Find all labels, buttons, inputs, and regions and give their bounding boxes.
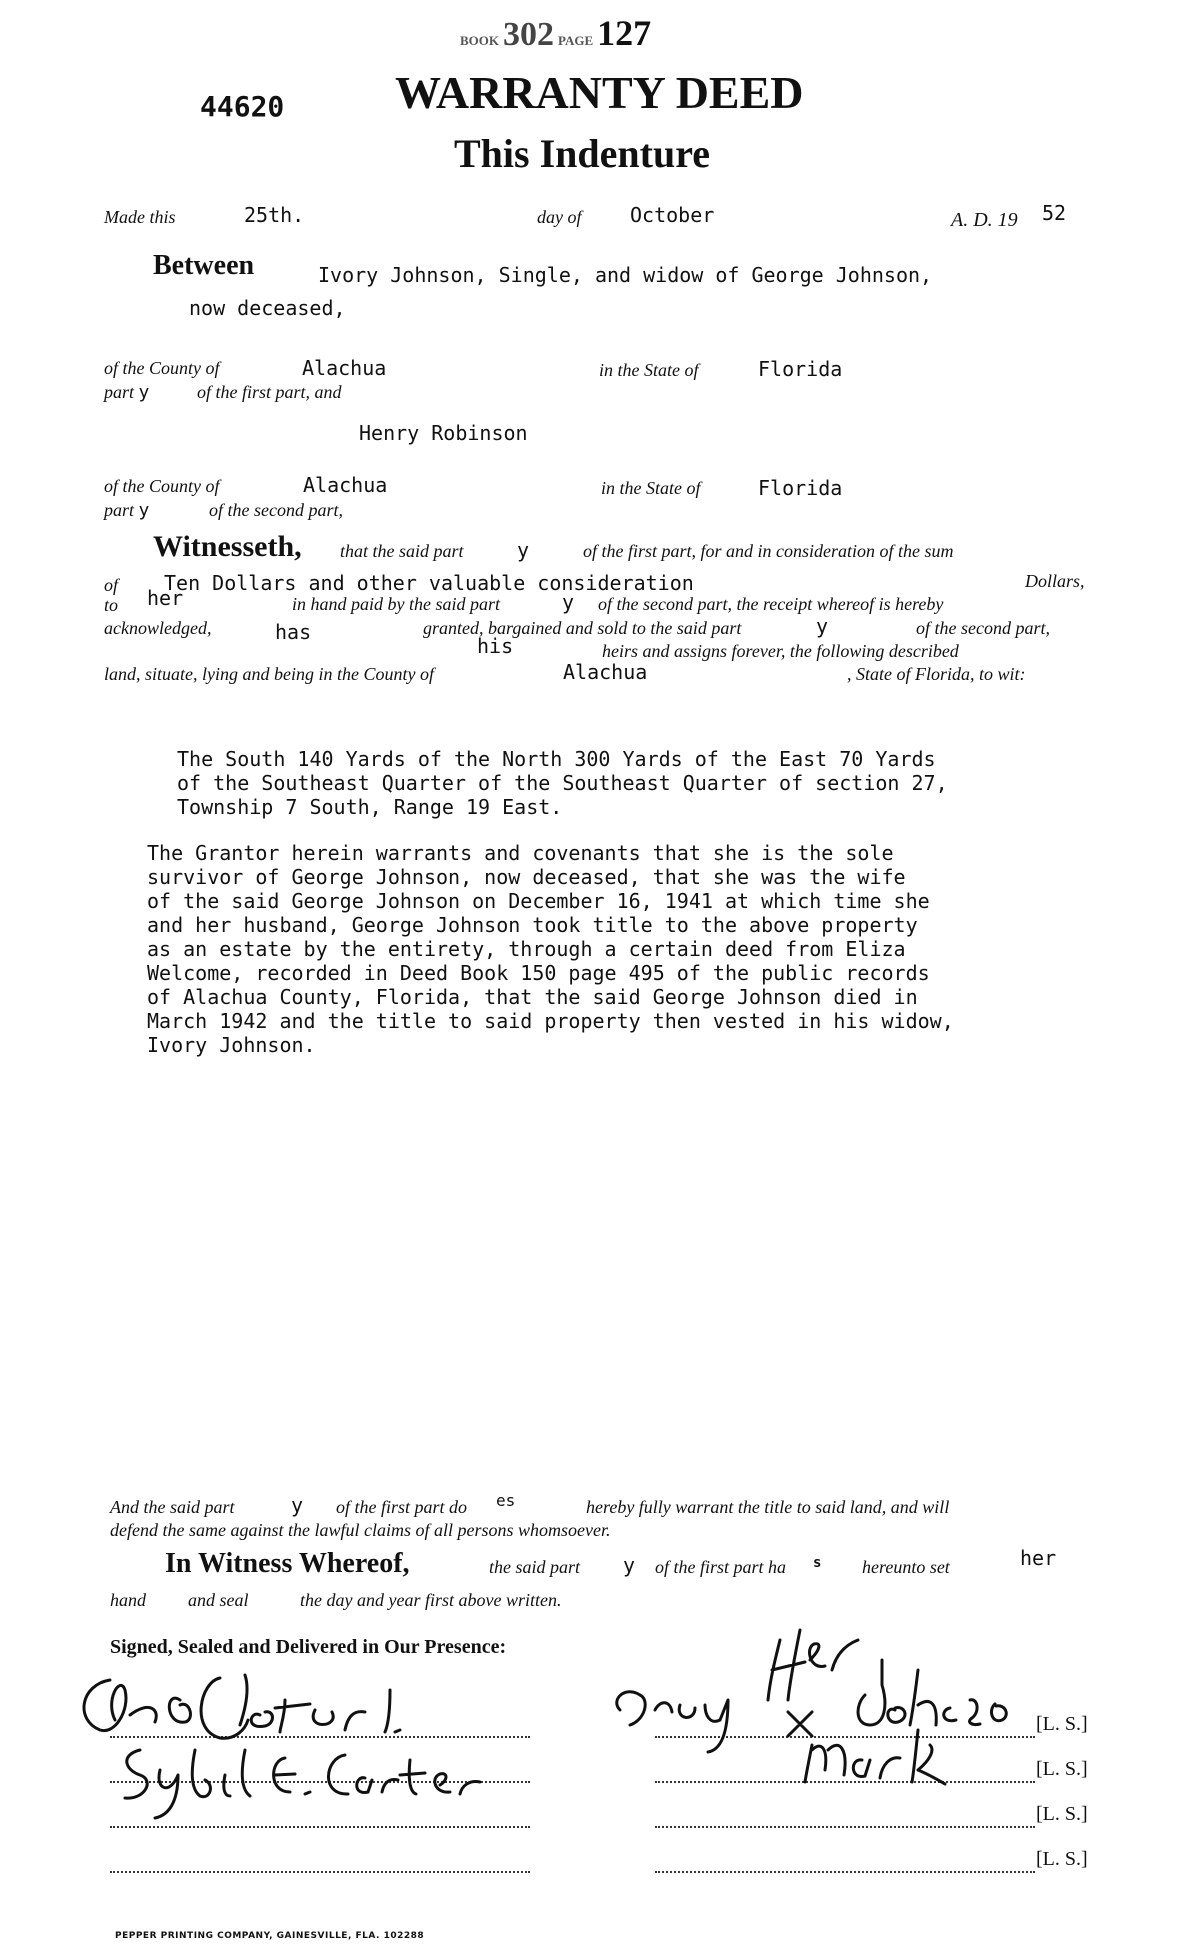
his-value: his — [477, 634, 514, 658]
witnesseth-suffix-3: y — [816, 614, 829, 638]
page-label: PAGE — [558, 33, 594, 48]
witnesseth-text-2b: of the second part, the receipt whereof is hereby — [598, 594, 944, 614]
description-line: Township 7 South, Range 19 East. — [177, 795, 563, 819]
statement-line: March 1942 and the title to said property then vested in his widow, — [147, 1009, 954, 1033]
party1-county: Alachua — [302, 356, 387, 380]
ls-label: [L. S.] — [1036, 1758, 1088, 1780]
witnesseth-text-5b: , State of Florida, to wit: — [847, 664, 1026, 684]
party1-part-label — [104, 382, 149, 403]
party2-part-word: part — [104, 500, 135, 520]
document-number: 44620 — [200, 90, 285, 123]
witnesseth-text-3: granted, bargained and sold to the said part — [423, 618, 742, 638]
witnesseth-text-1: that the said part — [340, 541, 464, 561]
consideration-sum: Ten Dollars and other valuable consideration — [164, 571, 694, 595]
party1-state: Florida — [758, 357, 843, 381]
party1-part-word: part — [104, 382, 135, 402]
grantor-line-1: Ivory Johnson, Single, and widow of George Johnson, — [318, 263, 933, 287]
between-label: Between — [153, 250, 255, 281]
made-label: Made this — [104, 207, 176, 227]
signed-sealed-label: Signed, Sealed and Delivered in Our Presence: — [110, 1636, 507, 1658]
statement-line: as an estate by the entirety, through a certain deed from Eliza — [147, 937, 906, 961]
party1-county-label: of the County of — [104, 358, 220, 378]
party1-role: of the first part, and — [197, 382, 342, 402]
of-label: of — [104, 575, 119, 595]
legal-description — [177, 723, 948, 819]
party2-state: Florida — [758, 476, 843, 500]
in-witness-seal: and seal — [188, 1590, 249, 1610]
party2-county-label: of the County of — [104, 476, 220, 496]
statement-line: Welcome, recorded in Deed Book 150 page 495 of the public records — [147, 961, 930, 985]
witnesseth-label: Witnesseth, — [153, 530, 302, 563]
party2-role: of the second part, — [209, 500, 343, 520]
description-line: of the Southeast Quarter of the Southeast Quarter of section 27, — [177, 771, 948, 795]
ls-label: [L. S.] — [1036, 1803, 1088, 1825]
in-witness-text-2c: the day and year first above written. — [300, 1590, 562, 1610]
warranty-text-1b: of the first part do — [336, 1497, 468, 1517]
ad-label: A. D. 19 — [951, 209, 1018, 231]
in-witness-hand: hand — [110, 1590, 146, 1610]
made-month: October — [630, 203, 715, 227]
witness-line-4 — [110, 1871, 530, 1873]
in-witness-s: s — [813, 1555, 822, 1571]
grantor-statement — [147, 817, 954, 1057]
witnesseth-text-1b: of the first part, for and in consideration of the sum — [583, 541, 954, 561]
statement-line: of the said George Johnson on December 16, 1941 at which time she — [147, 889, 930, 913]
county-value: Alachua — [563, 660, 648, 684]
in-witness-text-1c: hereunto set — [862, 1557, 950, 1577]
made-day: 25th. — [244, 203, 305, 227]
warranty-text-1c: hereby fully warrant the title to said land, and will — [586, 1497, 950, 1517]
witnesseth-suffix-2: y — [562, 590, 575, 614]
grantor-sign-line-3 — [655, 1826, 1035, 1828]
statement-line: The Grantor herein warrants and covenants that she is the sole — [147, 841, 894, 865]
warranty-text-2: defend the same against the lawful claims of all persons whomsoever. — [110, 1520, 611, 1540]
book-number: 302 — [503, 16, 555, 53]
to-value: her — [147, 586, 184, 610]
book-label: BOOK — [460, 33, 500, 48]
in-witness-text-1: the said part — [489, 1557, 581, 1577]
party1-part-suffix: y — [138, 382, 150, 403]
in-witness-text-1b: of the first part ha — [655, 1557, 787, 1577]
party1-state-label: in the State of — [599, 360, 699, 380]
party2-state-label: in the State of — [601, 478, 701, 498]
day-of-label: day of — [537, 207, 582, 227]
grantor-mark-signature — [600, 1600, 1020, 1800]
witnesseth-text-4: heirs and assigns forever, the following described — [602, 641, 959, 661]
to-label: to — [104, 595, 119, 615]
page-title: WARRANTY DEED — [395, 67, 804, 118]
in-witness-suffix: y — [623, 1553, 636, 1577]
grantee-name: Henry Robinson — [359, 421, 528, 445]
recording-stamp — [460, 12, 651, 54]
description-line: The South 140 Yards of the North 300 Yards of the East 70 Yards — [177, 747, 936, 771]
witness-line-3 — [110, 1826, 530, 1828]
ls-label: [L. S.] — [1036, 1713, 1088, 1735]
page-number: 127 — [597, 13, 652, 53]
witnesseth-text-2: in hand paid by the said part — [292, 594, 500, 614]
statement-line: and her husband, George Johnson took title to the above property — [147, 913, 918, 937]
warranty-text-1: And the said part — [110, 1497, 235, 1517]
in-witness-her: her — [1020, 1546, 1057, 1570]
statement-line: of Alachua County, Florida, that the said George Johnson died in — [147, 985, 918, 1009]
warranty-suffix: y — [291, 1493, 304, 1517]
printer-imprint: PEPPER PRINTING COMPANY, GAINESVILLE, FLA. 102288 — [115, 1931, 425, 1941]
grantor-line-2: now deceased, — [189, 296, 346, 320]
in-witness-label: In Witness Whereof, — [165, 1548, 410, 1579]
party2-part-suffix: y — [138, 500, 150, 521]
dollars-label: Dollars, — [1025, 571, 1085, 591]
party2-part-label — [104, 500, 149, 521]
has-value: has — [275, 620, 312, 644]
warranty-es: es — [496, 1491, 516, 1510]
witnesseth-text-3b: of the second part, — [916, 618, 1050, 638]
party2-county: Alachua — [303, 473, 388, 497]
acknowledged-label: acknowledged, — [104, 618, 212, 638]
ls-label: [L. S.] — [1036, 1848, 1088, 1870]
made-year: 52 — [1042, 201, 1067, 225]
statement-line: Ivory Johnson. — [147, 1033, 316, 1057]
statement-line: survivor of George Johnson, now deceased, that she was the wife — [147, 865, 906, 889]
witness-signature-sybil-carter — [100, 1730, 530, 1820]
page-subtitle: This Indenture — [454, 131, 711, 176]
grantor-sign-line-4 — [655, 1871, 1035, 1873]
witnesseth-text-5: land, situate, lying and being in the County of — [104, 664, 434, 684]
witnesseth-suffix-1: y — [517, 538, 530, 562]
